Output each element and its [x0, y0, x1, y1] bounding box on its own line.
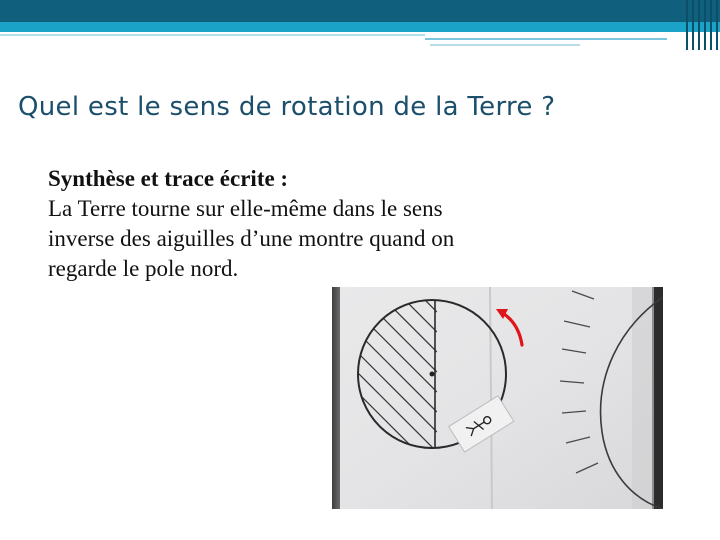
north-pole-dot	[430, 372, 435, 377]
header-corner-bars	[680, 0, 720, 50]
body-text	[48, 164, 608, 284]
photo-edge	[332, 287, 340, 509]
body-line: La Terre tourne sur elle-même dans le sens	[48, 196, 443, 221]
body-line: regarde le pole nord.	[48, 256, 239, 281]
header-stripe	[0, 34, 425, 36]
earth-rotation-photo	[332, 287, 663, 509]
slide-title: Quel est le sens de rotation de la Terre ?	[18, 92, 556, 122]
header-band-accent	[0, 22, 720, 32]
header-stripe	[425, 38, 667, 40]
body-line: inverse des aiguilles d’une montre quand on	[48, 226, 455, 251]
synthesis-heading: Synthèse et trace écrite :	[48, 166, 289, 191]
header-band	[0, 0, 720, 22]
header-stripe	[430, 44, 580, 46]
